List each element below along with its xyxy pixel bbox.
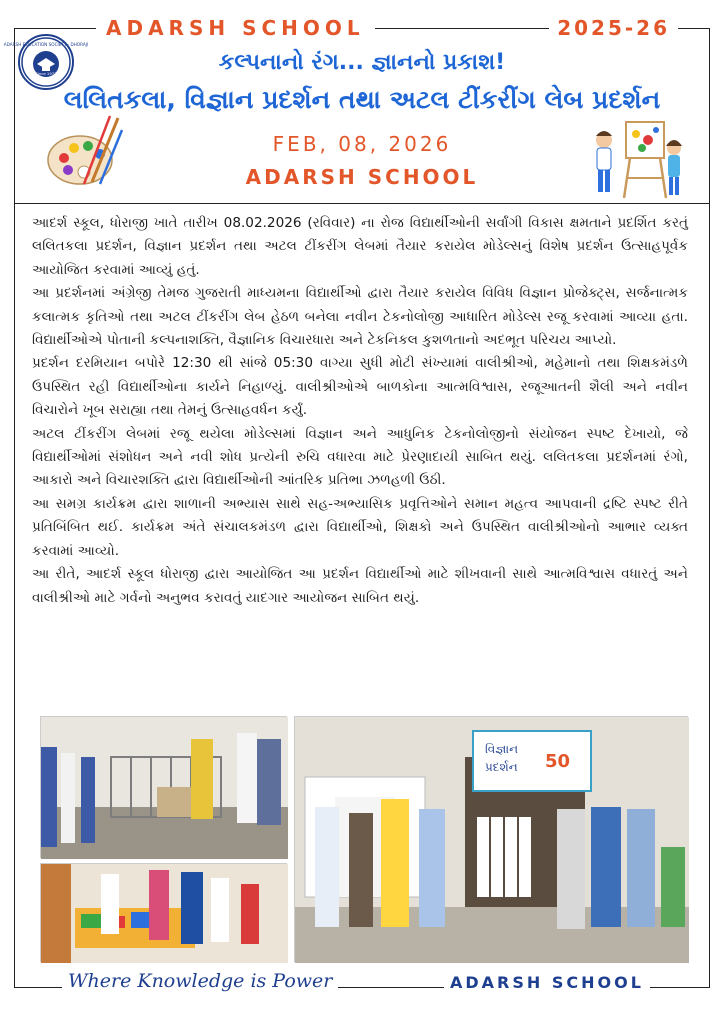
logo-year: Since 1973 (35, 71, 57, 76)
academic-year: 2025-26 (549, 16, 678, 40)
photo-visitors-entrance (40, 716, 287, 858)
article-paragraph: આ પ્રદર્શનમાં અંગ્રેજી તેમજ ગુજરાતી માધ્યમના વિદ્યાર્થીઓ દ્વારા તૈયાર કરાયેલ વિવિધ વિજ્ઞાન પ્રોજેક્ટ્સ, સર્જનાત્મક કલાત્મક કૃતિઓ તથા અટલ ટીંકરીંગ લેબ હેઠળ બનેલા નવીન ટેકનોલોજી આધારિત મોડેલ્સ રજૂ કરવામાં આવ્યા હતા. વિદ્યાર્થીઓએ પોતાની કલ્પનાશક્તિ, વૈજ્ઞાનિક વિચારધારા અને ટેકનિકલ કુશળતાનો અદભૂત પરિચય આપ્યો. (32, 285, 688, 349)
paint-palette-icon (44, 112, 124, 192)
header-bar (0, 6, 724, 50)
article-paragraph: આ સમગ્ર કાર્યક્રમ દ્વારા શાળાની અભ્યાસ સાથે સહ-અભ્યાસિક પ્રવૃત્તિઓને સમાન મહત્વ આપવાની દ્રષ્ટિ સ્પષ્ટ રીતે પ્રતિબિંબિત થઈ. કાર્યક્રમ અંતે સંચાલકમંડળ દ્વારા વિદ્યાર્થીઓ, શિક્ષકો અને ઉપસ્થિત વાલીશ્રીઓનો આભાર વ્યક્ત કરવામાં આવ્યો. (32, 495, 688, 559)
tagline: કલ્પનાનો રંગ... જ્ઞાનનો પ્રકાશ! (218, 50, 506, 75)
banner-anniversary-number: 50 (545, 751, 571, 772)
article-paragraph: પ્રદર્શન દરમિયાન બપોરે 12:30 થી સાંજે 05:30 વાગ્યા સુધી મોટી સંખ્યામાં વાલીશ્રીઓ, મહેમાનો તથા શિક્ષકમંડળે ઉપસ્થિત રહી વિદ્યાર્થીઓના કાર્યને નિહાળ્યું. વાલીશ્રીઓએ બાળકોના આત્મવિશ્વાસ, રજૂઆતની શૈલી અને નવીન વિચારોને ખૂબ સરાહ્યા તથા તેમનું ઉત્સાહવર્ધન કર્યું. (32, 355, 688, 419)
footer-motto: Where Knowledge is Power (62, 970, 338, 992)
logo-text: ADARSH EDUCATION SOCIETY · DHORAJI (3, 42, 89, 47)
page-title: લલિતકલા, વિજ્ઞાન પ્રદર્શન તથા અટલ ટીંકરીંગ લેબ પ્રદર્શન (63, 85, 661, 114)
photo-art-display (40, 863, 287, 962)
event-date: FEB, 08, 2026 (272, 132, 452, 156)
kids-painting-icon (586, 118, 686, 202)
banner-text-exhibition: પ્રદર્શન (485, 760, 518, 774)
school-name-top: ADARSH SCHOOL (96, 16, 375, 40)
photo-gallery (40, 716, 688, 962)
article-paragraph: અટલ ટીંકરીંગ લેબમાં રજૂ થયેલા મોડેલ્સમાં વિજ્ઞાન અને આધુનિક ટેકનોલોજીનો સંયોજન સ્પષ્ટ દેખાયો, જે વિદ્યાર્થીઓમાં સંશોધન અને નવી શોધ પ્રત્યેની રુચિ વધારવા માટે પ્રેરણાદાયી સાબિત થયું. લલિતકલા પ્રદર્શનમાં રંગો, આકારો અને વિચારશક્તિ દ્વારા વિદ્યાર્થીઓની આંતરિક પ્રતિભા ઝળહળી ઉઠી. (32, 425, 689, 489)
footer-school-name: ADARSH SCHOOL (444, 973, 650, 992)
school-name-center: ADARSH SCHOOL (245, 165, 479, 189)
photo-guests-with-banner (294, 716, 688, 962)
article-paragraph: આ રીતે, આદર્શ સ્કૂલ ધોરાજી દ્વારા આયોજિત આ પ્રદર્શન વિદ્યાર્થીઓ માટે શીખવાની સાથે આત્મવિશ્વાસ વધારતું અને વાલીશ્રીઓ માટે ગર્વનો અનુભવ કરાવતું યાદગાર આયોજન સાબિત થયું. (32, 566, 688, 606)
article-body (32, 212, 688, 610)
banner-text-science: વિજ્ઞાન (485, 742, 519, 756)
article-paragraph: આદર્શ સ્કૂલ, ધોરાજી ખાતે તારીખ 08.02.2026 (રવિવાર) ના રોજ વિદ્યાર્થીઓની સર્વાંગી વિકાસ ક્ષમતાને પ્રદર્શિત કરતું લલિતકલા પ્રદર્શન, વિજ્ઞાન પ્રદર્શન તથા અટલ ટીંકરીંગ લેબમાં તૈયાર કરાયેલ મોડેલ્સનું વિશેષ પ્રદર્શન ઉત્સાહપૂર્વક આયોજિત કરવામાં આવ્યું હતું. (32, 215, 688, 278)
header-divider (14, 203, 710, 204)
